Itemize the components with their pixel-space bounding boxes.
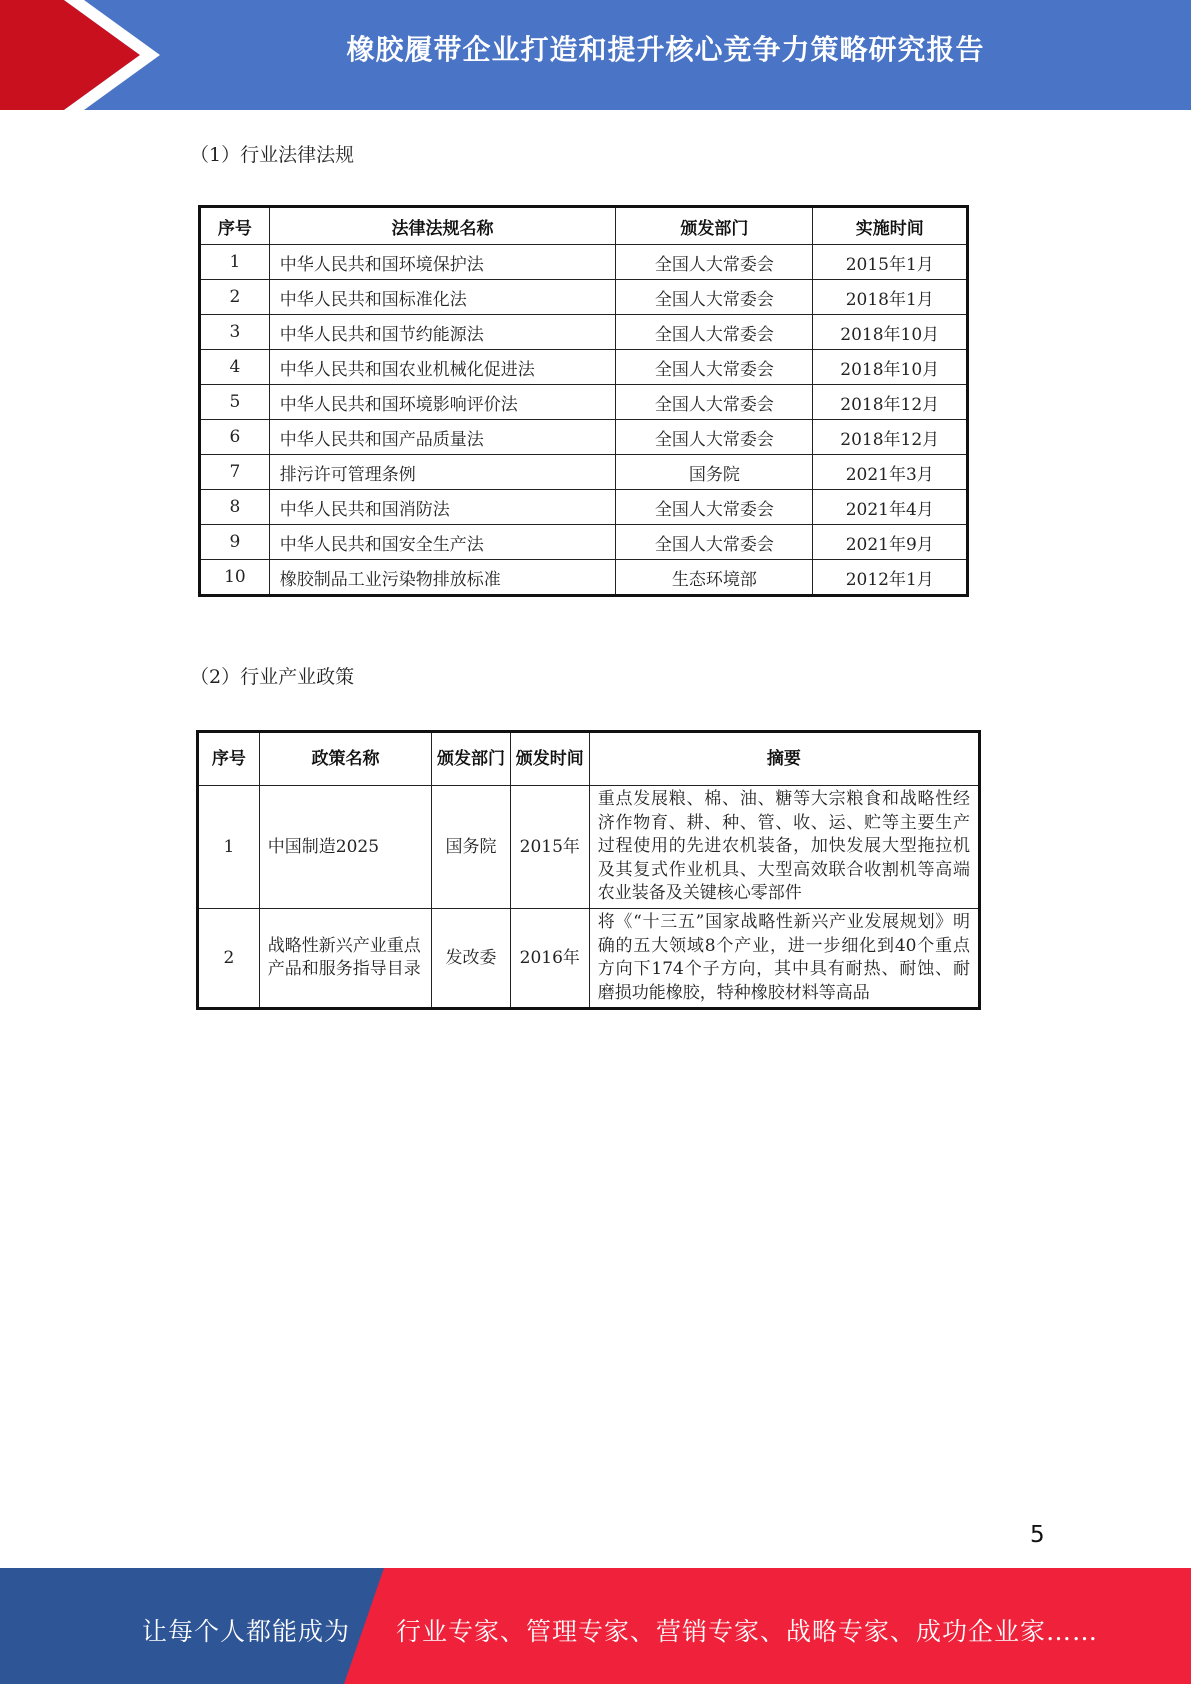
law-name: 橡胶制品工业污染物排放标准 xyxy=(269,560,616,596)
issuing-department: 全国人大常委会 xyxy=(616,280,813,315)
row-index: 6 xyxy=(200,420,270,455)
section-title-policies: （2）行业产业政策 xyxy=(190,666,355,688)
column-header: 颁发部门 xyxy=(616,207,813,245)
laws-table xyxy=(198,205,969,597)
laws-table-header xyxy=(200,207,968,245)
table-row xyxy=(200,490,968,525)
effective-date: 2018年1月 xyxy=(813,280,968,315)
row-index: 7 xyxy=(200,455,270,490)
policy-summary: 将《“十三五”国家战略性新兴产业发展规划》明确的五大领域8个产业，进一步细化到40个重点方向下174个子方向，其中具有耐热、耐蚀、耐磨损功能橡胶，特种橡胶材料等高品 xyxy=(589,909,979,1009)
row-index: 1 xyxy=(198,786,260,909)
table-row xyxy=(198,786,980,909)
page-header xyxy=(0,0,1191,110)
column-header: 序号 xyxy=(198,732,260,786)
issuing-department: 发改委 xyxy=(432,909,511,1009)
table-row xyxy=(200,350,968,385)
policy-summary: 重点发展粮、棉、油、糖等大宗粮食和战略性经济作物育、耕、种、管、收、运、贮等主要生产过程使用的先进农机装备，加快发展大型拖拉机及其复式作业机具、大型高效联合收割机等高端农业装备及关键核心零部件 xyxy=(589,786,979,909)
law-name: 中华人民共和国标准化法 xyxy=(269,280,616,315)
page-number: 5 xyxy=(1030,1522,1045,1548)
row-index: 1 xyxy=(200,245,270,280)
table-row xyxy=(200,245,968,280)
law-name: 中华人民共和国节约能源法 xyxy=(269,315,616,350)
law-name: 中华人民共和国产品质量法 xyxy=(269,420,616,455)
issuing-department: 全国人大常委会 xyxy=(616,315,813,350)
issuing-department: 国务院 xyxy=(432,786,511,909)
page-footer xyxy=(0,1568,1191,1684)
effective-date: 2018年10月 xyxy=(813,315,968,350)
table-row xyxy=(200,420,968,455)
issuing-department: 全国人大常委会 xyxy=(616,490,813,525)
row-index: 8 xyxy=(200,490,270,525)
table-row xyxy=(198,909,980,1009)
policies-table xyxy=(196,730,981,1010)
effective-date: 2021年9月 xyxy=(813,525,968,560)
law-name: 中华人民共和国农业机械化促进法 xyxy=(269,350,616,385)
law-name: 中华人民共和国环境保护法 xyxy=(269,245,616,280)
row-index: 2 xyxy=(198,909,260,1009)
law-name: 中华人民共和国安全生产法 xyxy=(269,525,616,560)
effective-date: 2018年12月 xyxy=(813,420,968,455)
effective-date: 2012年1月 xyxy=(813,560,968,596)
row-index: 2 xyxy=(200,280,270,315)
table-row xyxy=(200,560,968,596)
effective-date: 2018年10月 xyxy=(813,350,968,385)
column-header: 实施时间 xyxy=(813,207,968,245)
issuing-department: 全国人大常委会 xyxy=(616,525,813,560)
law-name: 排污许可管理条例 xyxy=(269,455,616,490)
effective-date: 2015年1月 xyxy=(813,245,968,280)
table-row xyxy=(200,525,968,560)
law-name: 中华人民共和国消防法 xyxy=(269,490,616,525)
row-index: 3 xyxy=(200,315,270,350)
effective-date: 2021年3月 xyxy=(813,455,968,490)
column-header: 法律法规名称 xyxy=(269,207,616,245)
row-index: 4 xyxy=(200,350,270,385)
issuing-department: 全国人大常委会 xyxy=(616,245,813,280)
column-header: 摘要 xyxy=(589,732,979,786)
row-index: 9 xyxy=(200,525,270,560)
report-title: 橡胶履带企业打造和提升核心竞争力策略研究报告 xyxy=(346,33,985,66)
issue-date: 2015年 xyxy=(510,786,589,909)
column-header: 颁发部门 xyxy=(432,732,511,786)
column-header: 政策名称 xyxy=(259,732,431,786)
policies-table-header xyxy=(198,732,980,786)
footer-slogan-right: 行业专家、管理专家、营销专家、战略专家、成功企业家…… xyxy=(396,1617,1099,1646)
table-row xyxy=(200,385,968,420)
issuing-department: 全国人大常委会 xyxy=(616,420,813,455)
policy-name: 中国制造2025 xyxy=(259,786,431,909)
law-name: 中华人民共和国环境影响评价法 xyxy=(269,385,616,420)
policy-name: 战略性新兴产业重点产品和服务指导目录 xyxy=(259,909,431,1009)
row-index: 10 xyxy=(200,560,270,596)
issuing-department: 全国人大常委会 xyxy=(616,350,813,385)
issuing-department: 生态环境部 xyxy=(616,560,813,596)
table-row xyxy=(200,280,968,315)
issuing-department: 全国人大常委会 xyxy=(616,385,813,420)
row-index: 5 xyxy=(200,385,270,420)
section-title-laws: （1）行业法律法规 xyxy=(190,144,355,166)
column-header: 序号 xyxy=(200,207,270,245)
effective-date: 2021年4月 xyxy=(813,490,968,525)
table-row xyxy=(200,315,968,350)
column-header: 颁发时间 xyxy=(510,732,589,786)
effective-date: 2018年12月 xyxy=(813,385,968,420)
issue-date: 2016年 xyxy=(510,909,589,1009)
table-row xyxy=(200,455,968,490)
issuing-department: 国务院 xyxy=(616,455,813,490)
footer-slogan-left: 让每个人都能成为 xyxy=(142,1617,351,1646)
